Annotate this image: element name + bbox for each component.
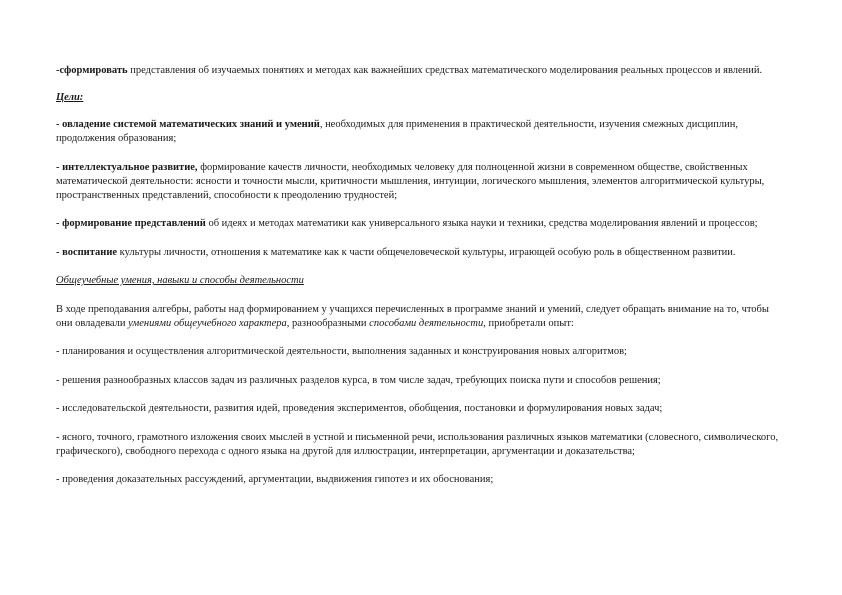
goal-item-bold: - формирование представлений	[56, 218, 206, 229]
intro-text: представления об изучаемых понятиях и методах как важнейших средствах математического моделирования реальных процессов и явлений.	[127, 65, 763, 76]
skill-item: - ясного, точного, грамотного изложения своих мыслей в устной и письменной речи, использования различных языков математики (словесного, символического, графического), свободного перехода с одного языка на другой для иллюстрации, интерпретации, аргументации и доказательства;	[56, 431, 779, 457]
goal-item-text: об идеях и методах математики как универсального языка науки и техники, средства моделирования явлений и процессов;	[205, 218, 758, 229]
skills-heading-text: Общеучебные умения, навыки и способы деятельности	[56, 275, 304, 286]
skills-intro-text: В ходе преподавания алгебры, работы над формированием у учащихся перечисленных в программе знаний и умений, следует обращать внимание на то, чтобы они овладевали	[56, 303, 769, 329]
skills-intro-italic: умениями общеучебного характера	[128, 317, 287, 329]
skill-item: - проведения доказательных рассуждений, аргументации, выдвижения гипотез и их обоснования;	[56, 474, 494, 485]
skills-intro-text: , разнообразными	[286, 317, 370, 329]
goal-item-text: культуры личности, отношения к математике как к части общечеловеческой культуры, играющей особую роль в общественном развитии.	[117, 246, 736, 258]
goals-heading-text: Цели:	[56, 92, 84, 103]
goal-item-text: формирование качеств личности, необходимых человеку для полноценной жизни в современном обществе, свойственных математической деятельности: ясности и точности мысли, критичности мышления, интуиции, логического мышления, элементов алгоритмической культуры, пространственных представлений, способности к преодолению трудностей;	[56, 161, 765, 201]
skill-item: - планирования и осуществления алгоритмической деятельности, выполнения заданных и конструирования новых алгоритмов;	[56, 346, 627, 357]
skills-heading	[56, 274, 784, 288]
document-page	[56, 64, 784, 502]
goal-item-bold: - воспитание	[56, 246, 118, 258]
goal-item-text: , необходимых для применения в практической деятельности, изучения смежных дисциплин, продолжения образования;	[56, 119, 739, 144]
goal-item	[56, 118, 784, 146]
intro-bold: -сформировать	[56, 65, 128, 76]
goal-item	[56, 217, 784, 231]
goals-heading	[56, 91, 784, 105]
skill-item: - решения разнообразных классов задач из различных разделов курса, в том числе задач, требующих поиска пути и способов решения;	[56, 374, 661, 386]
intro-paragraph	[56, 64, 784, 78]
goal-item-bold: - интеллектуальное развитие,	[56, 161, 198, 173]
goal-item	[56, 161, 784, 203]
goal-item-bold: - овладение системой математических знаний и умений	[56, 119, 320, 130]
skills-intro-text: , приобретали опыт:	[483, 317, 574, 329]
skills-intro-italic: способами деятельности	[369, 317, 484, 329]
skill-item: - исследовательской деятельности, развития идей, проведения экспериментов, обобщения, постановки и формулирования новых задач;	[56, 403, 663, 414]
skills-intro-paragraph	[56, 303, 784, 331]
goal-item	[56, 246, 784, 260]
